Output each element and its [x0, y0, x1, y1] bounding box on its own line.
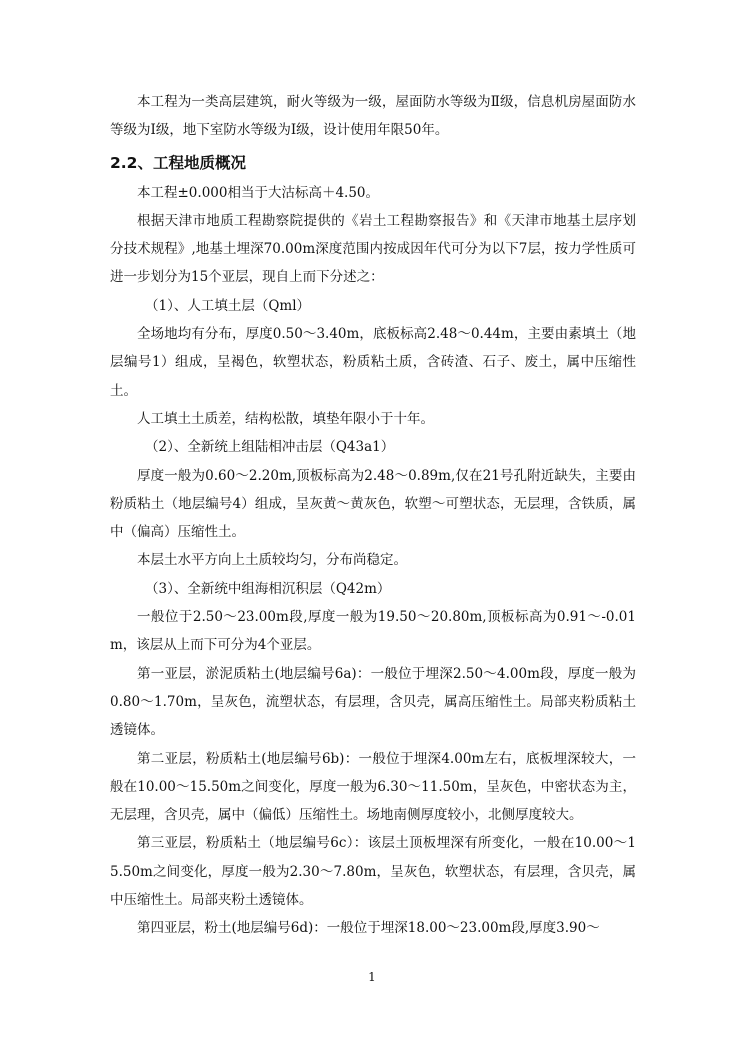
paragraph: 一般位于2.50～23.00m段,厚度一般为19.50～20.80m,顶板标高为0.91～-0.01m，该层从上而下可分为4个亚层。 [110, 609, 636, 654]
section-body [110, 179, 636, 943]
paragraph: 第四亚层，粉土(地层编号6d)：一般位于埋深18.00～23.00m段,厚度3.90～ [137, 920, 600, 937]
paragraph: 本工程±0.000相当于大沽标高＋4.50。 [137, 184, 380, 201]
section-heading: 2.2、工程地质概况 [110, 153, 246, 172]
paragraph: 厚度一般为0.60～2.20m,顶板标高为2.48～0.89m,仅在21号孔附近缺失，主要由粉质粘土（地层编号4）组成，呈灰黄～黄灰色，软塑～可塑状态，无层理，含铁质，属中（偏高）压缩性土。 [110, 467, 636, 541]
paragraph: 全场地均有分布，厚度0.50～3.40m，底板标高2.48～0.44m，主要由素填土（地层编号1）组成，呈褐色，软塑状态，粉质粘土质，含砖渣、石子、废土，属中压缩性土。 [110, 326, 636, 399]
stratum-heading: （2）、全新统上组陆相冲击层（Q43a1） [145, 439, 395, 456]
paragraph: 人工填土土质差，结构松散，填垫年限小于十年。 [137, 410, 434, 427]
paragraph: 根据天津市地质工程勘察院提供的《岩土工程勘察报告》和《天津市地基土层序划分技术规程》,地基土埋深70.00m深度范围内按成因年代可分为以下7层，按力学性质可进一步划分为15个亚层，现自上而下分述之： [110, 212, 636, 286]
page-content [110, 88, 636, 943]
page-number: 1 [368, 970, 376, 984]
paragraph-intro: 本工程为一类高层建筑，耐火等级为一级，屋面防水等级为Ⅱ级，信息机房屋面防水等级为Ⅰ级，地下室防水等级为Ⅰ级，设计使用年限50年。 [110, 94, 636, 139]
stratum-heading: （3）、全新统中组海相沉积层（Q42m） [145, 580, 391, 597]
stratum-heading: （1）、人工填土层（Qml） [145, 297, 311, 314]
paragraph: 第三亚层，粉质粘土（地层编号6c）：该层土顶板埋深有所变化，一般在10.00～15.50m之间变化，厚度一般为2.30～7.80m，呈灰色，软塑状态，有层理，含贝壳，属中压缩性土。局部夹粉土透镜体。 [110, 835, 636, 909]
paragraph: 第二亚层，粉质粘土(地层编号6b)：一般位于埋深4.00m左右，底板埋深较大，一般在10.00～15.50m之间变化，厚度一般为6.30～11.50m，呈灰色，中密状态为主，无层理，含贝壳，属中（偏低）压缩性土。场地南侧厚度较小，北侧厚度较大。 [110, 750, 636, 824]
paragraph: 第一亚层，淤泥质粘土(地层编号6a)：一般位于埋深2.50～4.00m段，厚度一般为0.80～1.70m，呈灰色，流塑状态，有层理，含贝壳，属高压缩性土。局部夹粉质粘土透镜体。 [110, 665, 636, 739]
paragraph: 本层土水平方向上土质较均匀，分布尚稳定。 [137, 552, 407, 569]
